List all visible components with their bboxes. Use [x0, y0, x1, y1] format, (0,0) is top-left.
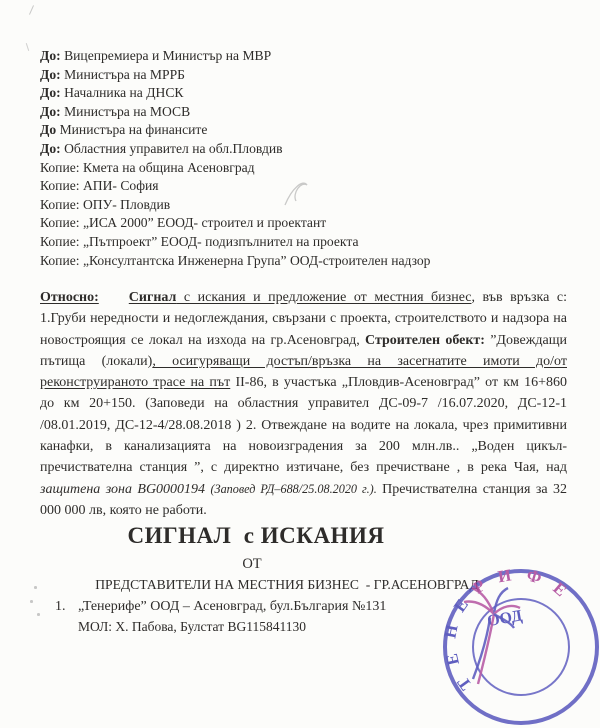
closing-sentence: Пречиствателна станция за 32 000 000 лв, която не работи. [40, 481, 568, 518]
protected-zone-text: защитена зона BG0000194 [40, 481, 211, 497]
signal-subtitle: ПРЕДСТАВИТЕЛИ НА МЕСТНИЯ БИЗНЕС - ГР.АСЕНОВГРАД [95, 577, 479, 592]
copy-label: Копие: [40, 233, 83, 249]
recipient-label: До: [40, 66, 65, 82]
stamp-center-text: ООД [485, 607, 524, 631]
list-item-number: 1. [55, 599, 66, 614]
copy-name: АПИ- София [82, 178, 159, 194]
recipient-row [40, 140, 430, 159]
signatory-details-clipped: МОЛ: Х. Пабова, Булстат BG115841130 [78, 619, 306, 634]
from-word: ОТ [242, 556, 262, 572]
copy-name: „Пътпроект” ЕООД- подизпълнител на проекта [82, 233, 359, 249]
recipient-name: Областния управител на обл.Пловдив [64, 140, 283, 156]
palm-tree-icon [464, 588, 520, 684]
subject-intro: , във връзка с: 1.Груби нередности и недоглеждания, свързани с проекта, строителството и надзора на новостроящия се локал на изхода на гр.Асеновград, [40, 290, 567, 348]
copy-name: „ИСА 2000” ЕООД- строител и проектант [82, 215, 327, 231]
subject-label: Относно: [40, 290, 99, 305]
recipient-name: Министъра на МОСВ [64, 103, 191, 119]
company-stamp-seal [440, 566, 600, 728]
scan-artifact-mark [29, 5, 34, 15]
recipient-label: До [40, 122, 60, 138]
copy-label: Копие: [40, 178, 83, 194]
recipient-name: Началника на ДНСК [64, 85, 184, 101]
subject-title-bold: Сигнал [128, 290, 177, 305]
stamp-arc-text-magenta: РИФЕ [469, 566, 575, 604]
signatories-list [55, 599, 386, 635]
recipient-label: До: [40, 48, 65, 63]
copy-row [40, 252, 430, 271]
copy-row [40, 177, 430, 196]
recipient-name: Вицепремиера и Министър на МВР [64, 48, 272, 63]
recipient-row [40, 103, 430, 122]
recipient-label: До: [40, 85, 65, 101]
recipients-block [40, 47, 430, 270]
recipient-label: До: [40, 103, 65, 119]
construction-object-label: Строителен обект: [365, 332, 485, 348]
order-reference-text: (Заповед РД–688/25.08.2020 г.). [210, 481, 377, 496]
signal-title: СИГНАЛ с ИСКАНИЯ [127, 523, 385, 548]
scan-artifact-mark [26, 43, 29, 51]
construction-object-start: ”Довеждащи пътища (локали) [40, 332, 567, 369]
copy-row [40, 159, 430, 178]
list-item [55, 599, 386, 615]
copy-name: ОПУ- Пловдив [82, 196, 171, 212]
copy-row [40, 233, 430, 252]
recipient-name: Министъра на МРРБ [64, 66, 185, 82]
copy-label: Копие: [40, 196, 83, 212]
scan-artifact-dot [37, 613, 40, 616]
scan-artifact-dot [30, 600, 33, 603]
subject-paragraph [40, 287, 567, 521]
copy-name: Кмета на община Асеновград [82, 159, 255, 175]
svg-text:ТЕНЕРИФЕ [440, 566, 574, 694]
copy-row [40, 214, 430, 233]
copy-label: Копие: [40, 252, 83, 268]
recipient-label: До: [40, 140, 65, 156]
subject-title-rest: с искания и предложение от местния бизнес [176, 290, 472, 305]
copy-label: Копие: [40, 215, 83, 231]
recipient-row [40, 47, 430, 66]
copy-row [40, 196, 430, 215]
construction-object-underlined: , осигуряващи достъп/връзка на засегнатите имоти до/от реконструираното трасе на път [40, 353, 567, 391]
copy-name: „Консултантска Инженерна Група” ООД-строителен надзор [82, 252, 431, 268]
copy-label: Копие: [40, 159, 83, 175]
recipient-row [40, 84, 430, 103]
construction-object-rest: II-86, в участъка „Пловдив-Асеновград” от км 16+860 до км 20+150. (Заповеди на областния управител ДС-09-7 /16.07.2020, ДС-12-1 /08.01.2019, ДС-12-4/28.08.2018 ) 2. Отвеждане на водите на локала, чрез примитивни канафки, в канализацията на новоизградения за 200 млн.лв.. „Воден цикъл-пречиствателна станция ”, с директно изтичане, без пречистване , в река Чая, над [40, 375, 567, 476]
stamp-arc-text-blue: ТЕНЕ [440, 591, 476, 694]
recipient-row [40, 121, 430, 140]
recipient-row [40, 66, 430, 85]
signatory-name: „Тенерифе” ООД – Асеновград, бул.България №131 [78, 599, 387, 614]
recipient-name: Министъра на финансите [59, 122, 208, 138]
